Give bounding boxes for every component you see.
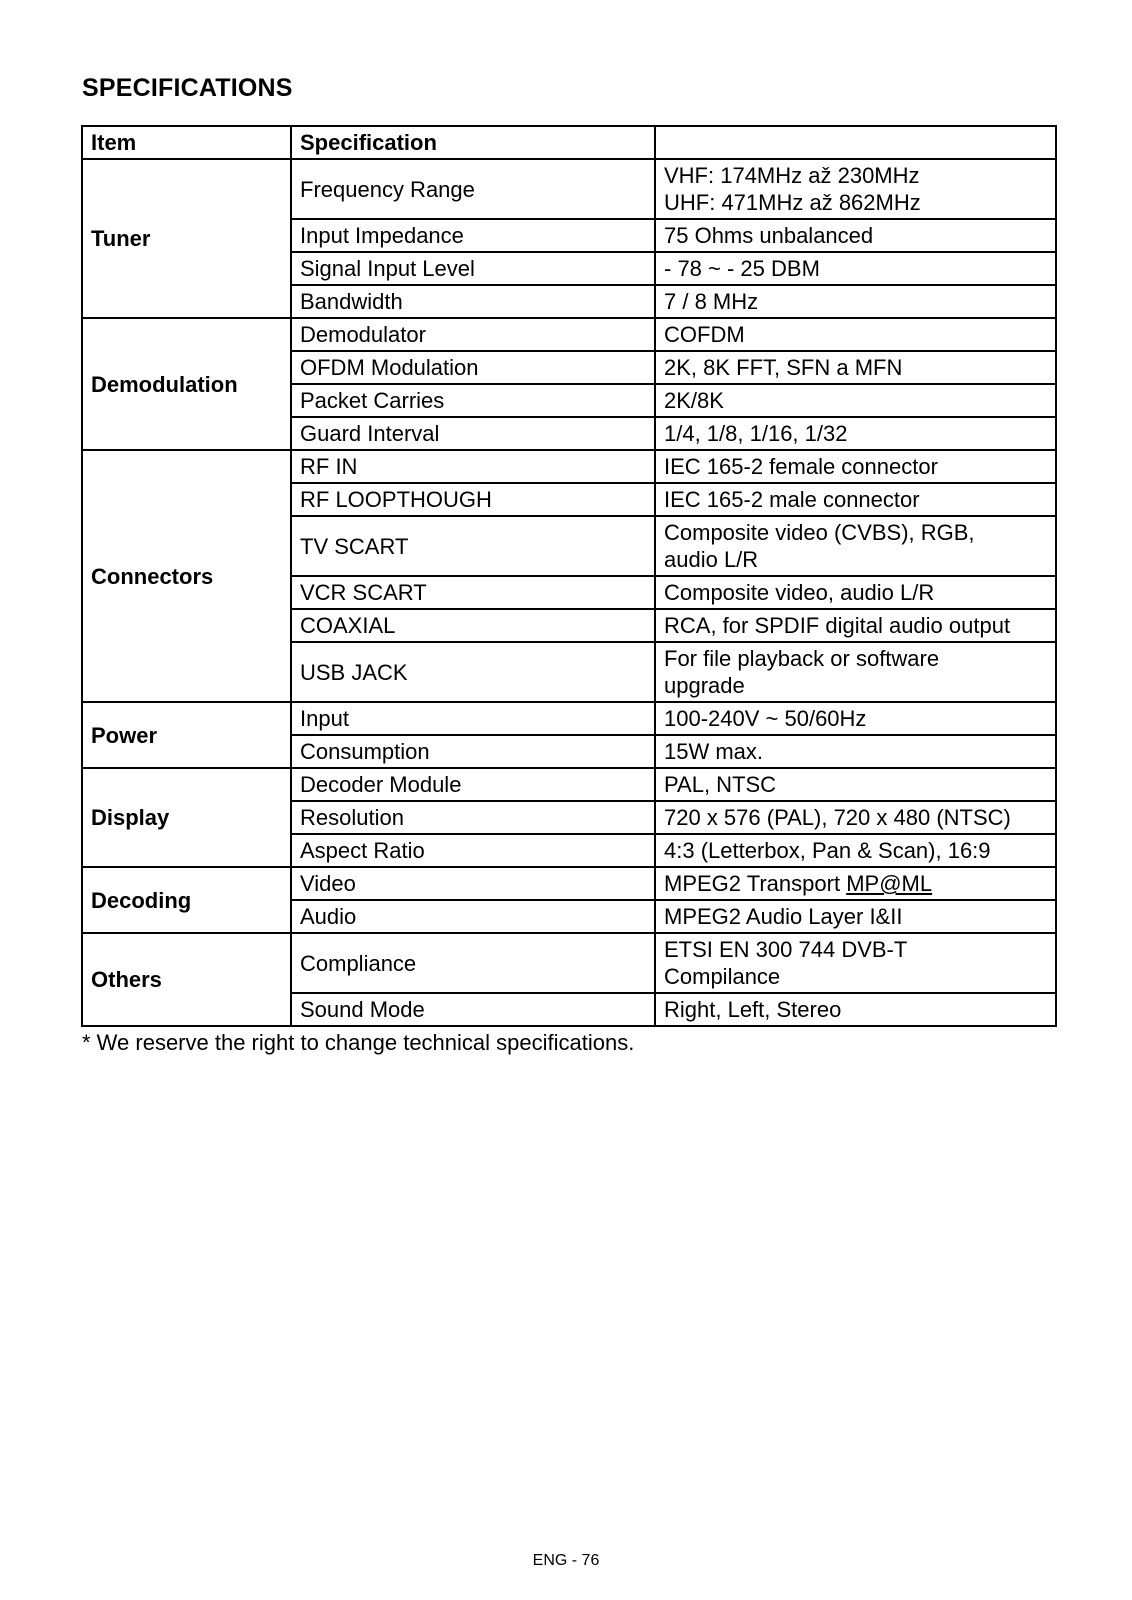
spec-value-line [664, 546, 1047, 573]
spec-name-cell: OFDM Modulation [291, 351, 655, 384]
spec-value-text: - 78 ~ - 25 DBM [664, 256, 820, 281]
spec-name-cell: Bandwidth [291, 285, 655, 318]
spec-value-text: RCA, for SPDIF digital audio output [664, 613, 1011, 638]
spec-value-cell [655, 933, 1056, 993]
group-label-display: Display [82, 768, 291, 867]
spec-name-cell: Sound Mode [291, 993, 655, 1026]
spec-value-cell [655, 768, 1056, 801]
spec-value-line [664, 672, 1047, 699]
table-row [82, 159, 1056, 219]
spec-name-cell: Consumption [291, 735, 655, 768]
spec-name-cell: Demodulator [291, 318, 655, 351]
table-row [82, 933, 1056, 993]
spec-value-text: PAL, NTSC [664, 772, 777, 797]
spec-value-text: MPEG2 Audio Layer I&II [664, 904, 903, 929]
spec-value-line [664, 189, 1047, 216]
spec-value-cell [655, 834, 1056, 867]
spec-value-cell [655, 993, 1056, 1026]
page-number: ENG - 76 [532, 1552, 600, 1569]
spec-value-text: 2K/8K [664, 388, 724, 413]
spec-value-line [664, 321, 1047, 348]
spec-value-line [664, 162, 1047, 189]
spec-value-text: ETSI EN 300 744 DVB-T [664, 937, 908, 962]
spec-value-line [664, 519, 1047, 546]
spec-name-cell: Signal Input Level [291, 252, 655, 285]
spec-value-line [664, 486, 1047, 513]
table-row [82, 867, 1056, 900]
spec-name-cell: Guard Interval [291, 417, 655, 450]
spec-name-cell: COAXIAL [291, 609, 655, 642]
spec-value-text: MPEG2 Transport [664, 871, 847, 896]
spec-value-line [664, 354, 1047, 381]
spec-name-cell: Decoder Module [291, 768, 655, 801]
spec-value-text: 4:3 (Letterbox, Pan & Scan), 16:9 [664, 838, 991, 863]
table-row [82, 450, 1056, 483]
spec-value-underlined: MP@ML [846, 871, 933, 896]
spec-name-cell: VCR SCART [291, 576, 655, 609]
spec-value-line [664, 936, 1047, 963]
spec-value-text: upgrade [664, 673, 745, 698]
spec-value-text: Composite video, audio L/R [664, 580, 935, 605]
spec-name-cell: Packet Carries [291, 384, 655, 417]
spec-value-cell [655, 642, 1056, 702]
spec-value-text: 7 / 8 MHz [664, 289, 759, 314]
spec-value-line [664, 222, 1047, 249]
spec-value-cell [655, 219, 1056, 252]
spec-value-cell [655, 801, 1056, 834]
spec-value-line [664, 804, 1047, 831]
spec-value-line [664, 645, 1047, 672]
spec-value-cell [655, 450, 1056, 483]
spec-value-line [664, 705, 1047, 732]
spec-value-text: Composite video (CVBS), RGB, [664, 520, 975, 545]
table-header-row [82, 126, 1056, 159]
spec-value-line [664, 255, 1047, 282]
spec-value-cell [655, 159, 1056, 219]
table-row [82, 318, 1056, 351]
spec-value-text: 2K, 8K FFT, SFN a MFN [664, 355, 903, 380]
spec-value-cell [655, 318, 1056, 351]
spec-value-cell [655, 285, 1056, 318]
spec-value-text: IEC 165-2 female connector [664, 454, 938, 479]
column-header-item: Item [82, 126, 291, 159]
spec-value-text: IEC 165-2 male connector [664, 487, 920, 512]
spec-value-cell [655, 867, 1056, 900]
spec-value-cell [655, 351, 1056, 384]
spec-value-line [664, 288, 1047, 315]
spec-name-cell: USB JACK [291, 642, 655, 702]
spec-value-cell [655, 576, 1056, 609]
spec-name-cell: Input [291, 702, 655, 735]
spec-value-line [664, 870, 1047, 897]
spec-value-cell [655, 417, 1056, 450]
group-label-demodulation: Demodulation [82, 318, 291, 450]
table-row [82, 768, 1056, 801]
spec-value-line [664, 837, 1047, 864]
spec-value-text: VHF: 174MHz až 230MHz [664, 163, 920, 188]
spec-value-line [664, 612, 1047, 639]
spec-name-cell: Video [291, 867, 655, 900]
spec-value-line [664, 387, 1047, 414]
spec-value-cell [655, 384, 1056, 417]
spec-value-line [664, 903, 1047, 930]
spec-value-text: Right, Left, Stereo [664, 997, 842, 1022]
spec-value-cell [655, 483, 1056, 516]
spec-value-text: Compilance [664, 964, 781, 989]
group-label-tuner: Tuner [82, 159, 291, 318]
spec-name-cell: Input Impedance [291, 219, 655, 252]
spec-value-text: For file playback or software [664, 646, 940, 671]
spec-value-cell [655, 516, 1056, 576]
spec-value-text: COFDM [664, 322, 745, 347]
spec-name-cell: Frequency Range [291, 159, 655, 219]
page-title: SPECIFICATIONS [82, 74, 293, 102]
group-label-others: Others [82, 933, 291, 1026]
spec-value-line [664, 420, 1047, 447]
spec-value-cell [655, 900, 1056, 933]
table-body [82, 159, 1056, 1026]
column-header-specification: Specification [291, 126, 655, 159]
group-label-decoding: Decoding [82, 867, 291, 933]
spec-name-cell: RF IN [291, 450, 655, 483]
spec-name-cell: Resolution [291, 801, 655, 834]
spec-name-cell: RF LOOPTHOUGH [291, 483, 655, 516]
spec-name-cell: Compliance [291, 933, 655, 993]
spec-value-text: 100-240V ~ 50/60Hz [664, 706, 867, 731]
spec-value-text: 1/4, 1/8, 1/16, 1/32 [664, 421, 848, 446]
spec-name-cell: Audio [291, 900, 655, 933]
column-header-value [655, 126, 1056, 159]
spec-value-line [664, 771, 1047, 798]
spec-value-line [664, 579, 1047, 606]
group-label-power: Power [82, 702, 291, 768]
spec-value-line [664, 963, 1047, 990]
spec-value-line [664, 996, 1047, 1023]
spec-value-line [664, 738, 1047, 765]
group-label-connectors: Connectors [82, 450, 291, 702]
spec-value-cell [655, 702, 1056, 735]
spec-value-text: audio L/R [664, 547, 759, 572]
spec-value-text: 15W max. [664, 739, 764, 764]
spec-value-line [664, 453, 1047, 480]
spec-name-cell: Aspect Ratio [291, 834, 655, 867]
spec-value-text: 75 Ohms unbalanced [664, 223, 874, 248]
spec-value-text: UHF: 471MHz až 862MHz [664, 190, 921, 215]
spec-value-text: 720 x 576 (PAL), 720 x 480 (NTSC) [664, 805, 1011, 830]
table-row [82, 702, 1056, 735]
spec-name-cell: TV SCART [291, 516, 655, 576]
specifications-table [81, 125, 1057, 1027]
spec-value-cell [655, 252, 1056, 285]
footnote: * We reserve the right to change technical specifications. [82, 1030, 635, 1055]
spec-value-cell [655, 735, 1056, 768]
spec-value-cell [655, 609, 1056, 642]
